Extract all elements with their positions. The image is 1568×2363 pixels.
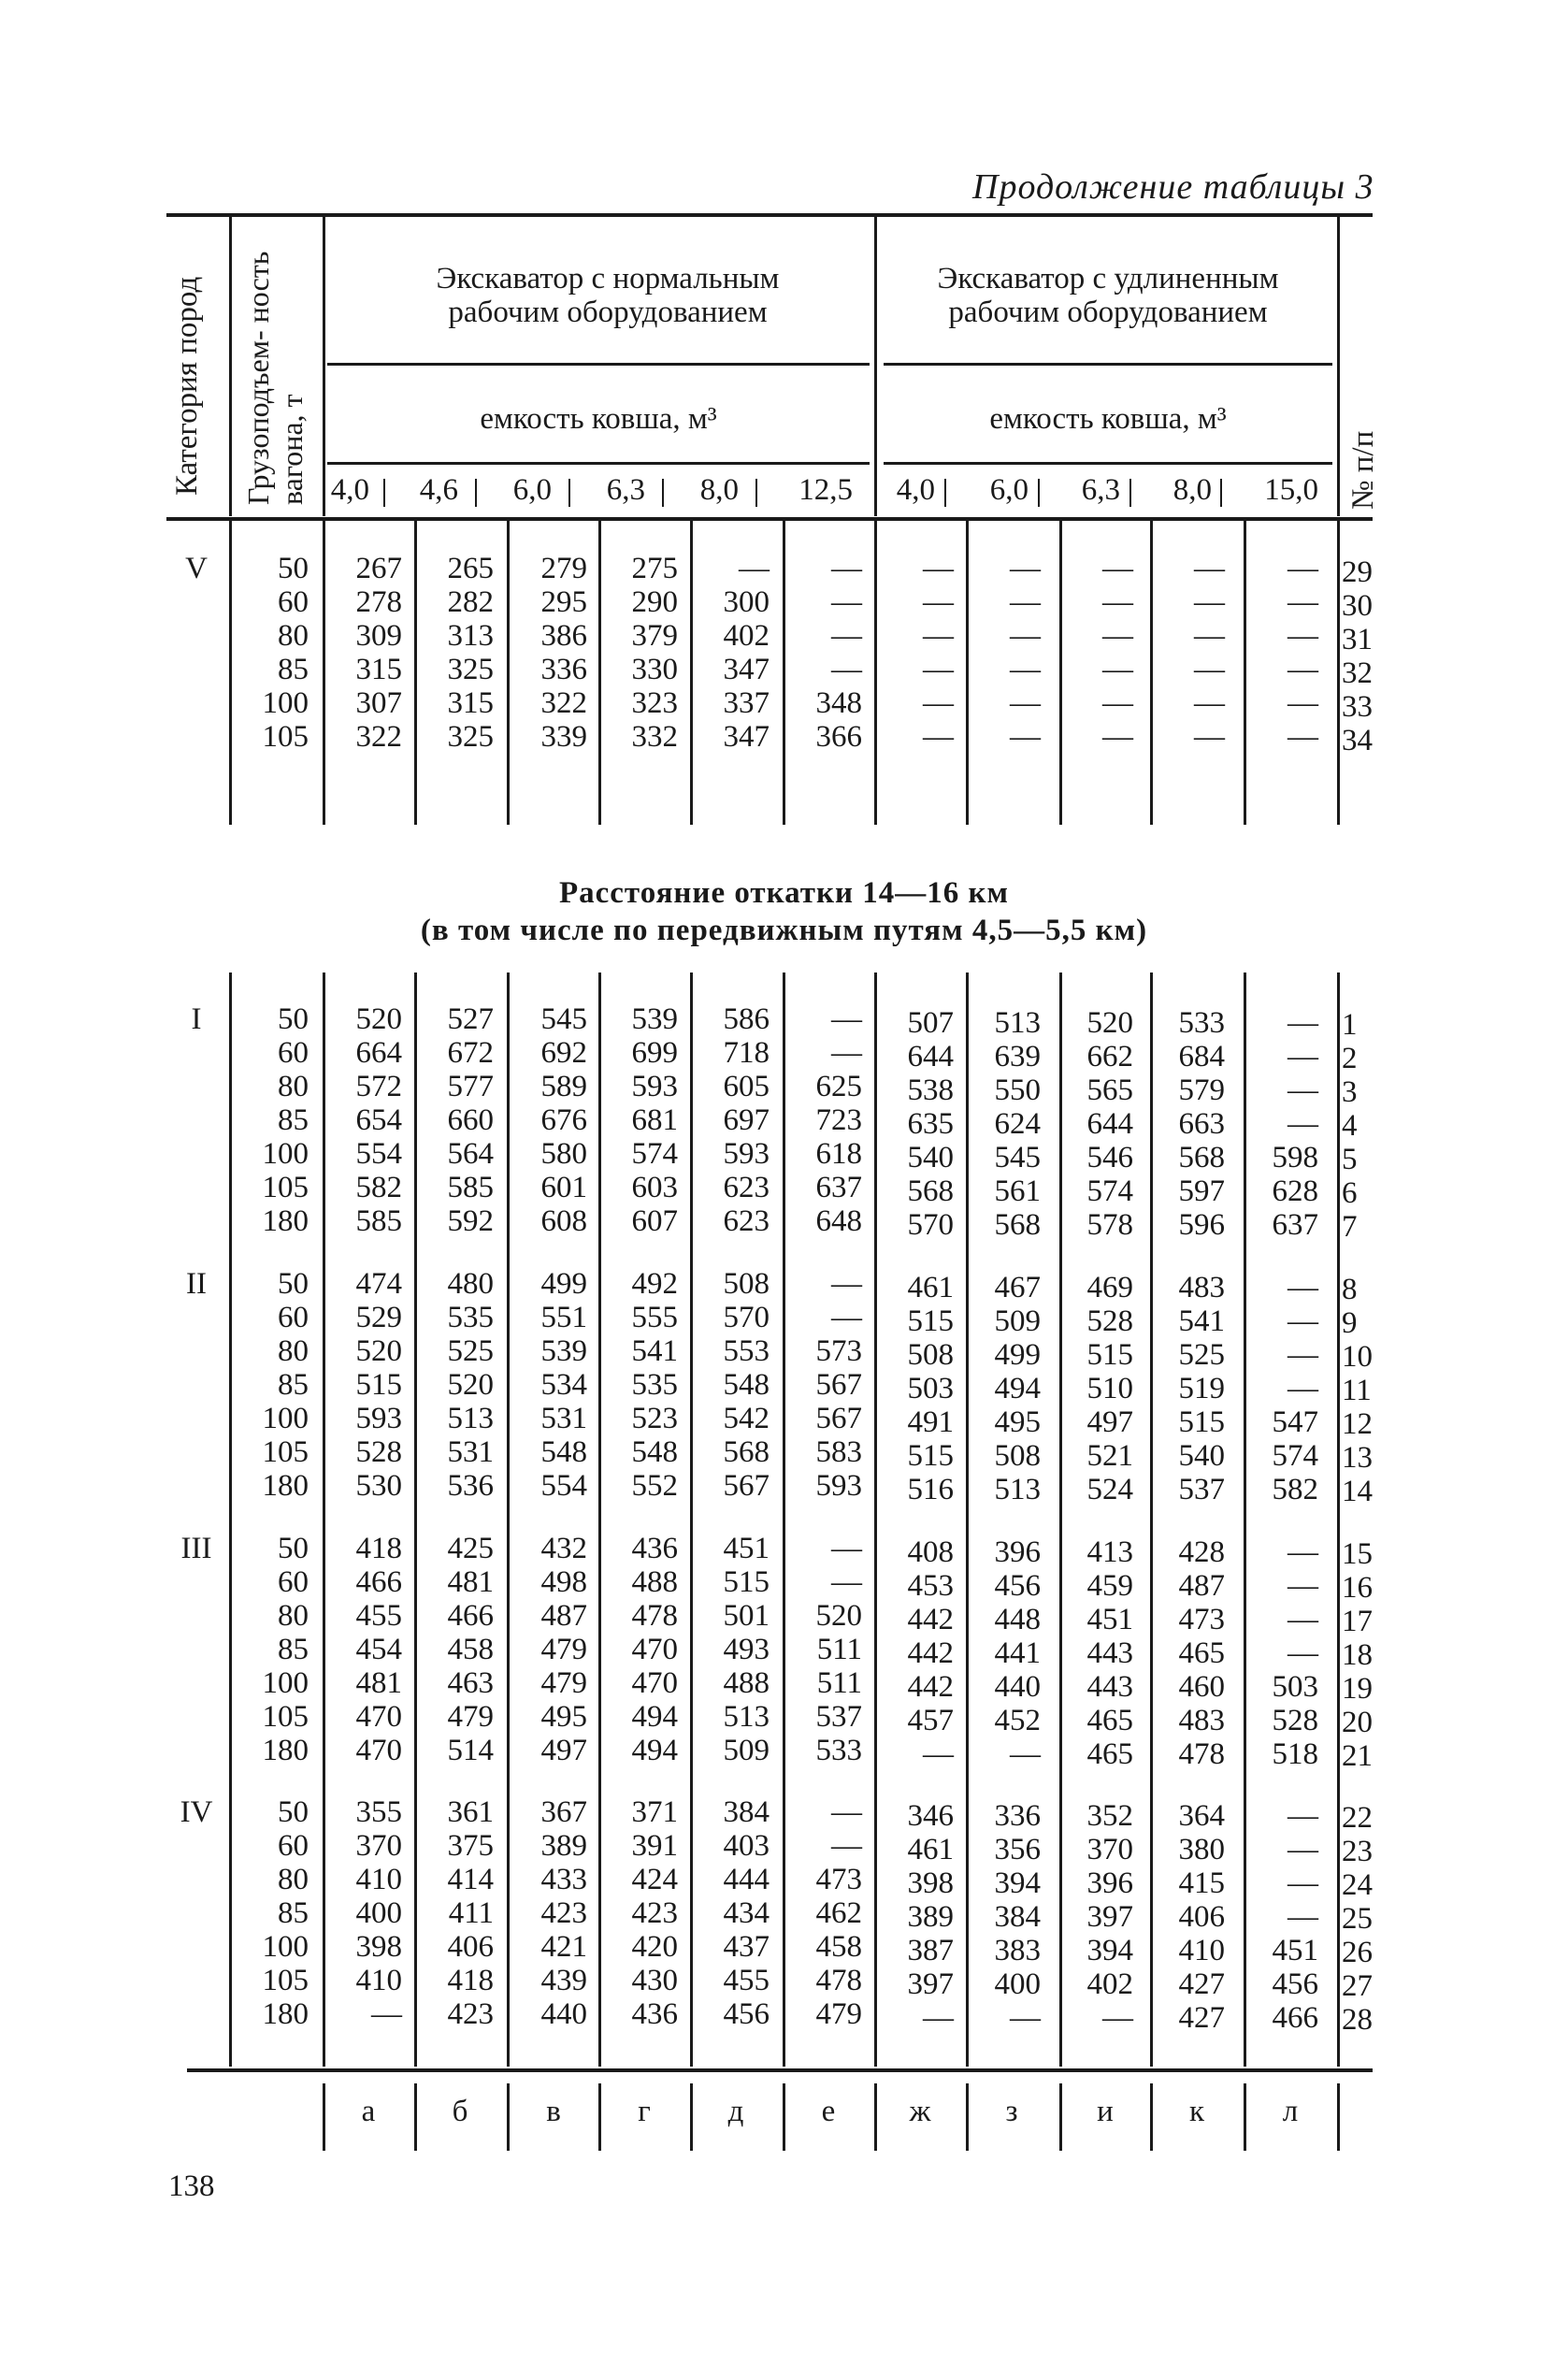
data-column: 367 389 433 423 421 439 440 (540, 1795, 587, 2031)
size-separator (755, 479, 757, 507)
bucket-size-label: 15,0 (1264, 473, 1318, 507)
bucket-size-label: 4,0 (330, 473, 369, 507)
data-column: 461 515 508 503 491 515 516 (907, 1271, 954, 1506)
column-letter: л (1282, 2095, 1299, 2128)
section-title: Расстояние откатки 14—16 км (в том числе по передвижным путям 4,5—5,5 км) (420, 876, 1148, 947)
data-column: — — — — 348 366 (815, 552, 862, 754)
data-column: 418 466 455 454 481 470 470 (355, 1532, 402, 1767)
column-letter: б (452, 2095, 468, 2128)
column-letter: и (1097, 2095, 1114, 2128)
column-divider (783, 2083, 785, 2151)
column-letter: а (361, 2095, 376, 2128)
column-divider (1150, 2083, 1153, 2151)
row-numbers: 1 2 3 4 5 6 7 (1342, 1008, 1358, 1244)
capacity-header-text: Грузоподъем- ность вагона, т (241, 251, 309, 505)
data-column: — — — — — — (923, 552, 954, 754)
capacity-values: 50 60 80 85 100 105 180 (262, 1002, 309, 1238)
bucket-size-label: 6,3 (1081, 473, 1120, 507)
column-letter: е (821, 2095, 836, 2128)
data-column: — — — — 547 574 582 (1272, 1271, 1318, 1506)
data-column: 508 570 553 548 542 568 567 (723, 1267, 770, 1503)
column-divider (507, 2083, 510, 2151)
bucket-size-label: 6,0 (512, 473, 552, 507)
size-separator (1129, 479, 1131, 507)
row-numbers: 8 9 10 11 12 13 14 (1342, 1273, 1373, 1508)
size-separator (475, 479, 477, 507)
row-numbers: 15 16 17 18 19 20 21 (1342, 1537, 1373, 1773)
header-bottom-rule (166, 517, 1373, 521)
size-separator (662, 479, 664, 507)
category-label: III (180, 1532, 212, 1565)
column-divider (874, 2083, 877, 2151)
data-column: — — — — — — (1194, 552, 1225, 754)
header-divider (1337, 217, 1340, 516)
bucket-size-label: 12,5 (798, 473, 853, 507)
data-column: 480 535 525 520 513 531 536 (447, 1267, 494, 1503)
table-caption: Продолжение таблицы 3 (972, 167, 1374, 207)
data-column: 371 391 424 423 420 430 436 (631, 1795, 678, 2031)
category-label: I (191, 1002, 202, 1036)
data-column: 507 644 538 635 540 568 570 (907, 1006, 954, 1242)
data-column: — — — — — — (1102, 552, 1133, 754)
data-column: 469 528 515 510 497 521 524 (1086, 1271, 1133, 1506)
column-divider (690, 2083, 693, 2151)
size-separator (944, 479, 946, 507)
data-column: 586 718 605 697 593 623 623 (723, 1002, 770, 1238)
data-column: — — 473 462 458 478 479 (815, 1795, 862, 2031)
capacity-values: 50 60 80 85 100 105 (262, 552, 309, 754)
data-column: 413 459 451 443 443 465 465 (1086, 1535, 1133, 1771)
data-column: — — 520 511 511 537 533 (815, 1532, 862, 1767)
data-column: — — — — 503 528 518 (1272, 1535, 1318, 1771)
data-column: 467 509 499 494 495 508 513 (994, 1271, 1041, 1506)
data-column: 267 278 309 315 307 322 (355, 552, 402, 754)
header-divider (323, 217, 325, 516)
data-column: 492 555 541 535 523 548 552 (631, 1267, 678, 1503)
bottom-rule (187, 2068, 1373, 2072)
data-column: 384 403 444 434 437 455 456 (723, 1795, 770, 2031)
column-letter: ж (909, 2095, 931, 2128)
column-divider (1244, 2083, 1246, 2151)
bucket-size-label: 4,6 (419, 473, 458, 507)
column-divider (1059, 2083, 1062, 2151)
data-column: — — 625 723 618 637 648 (815, 1002, 862, 1238)
normal-equipment-header: Экскаватор с нормальным рабочим оборудованием (436, 262, 780, 329)
data-column: 474 529 520 515 593 528 530 (355, 1267, 402, 1503)
data-column: 432 498 487 479 479 495 497 (540, 1532, 587, 1767)
column-divider (1337, 2083, 1340, 2151)
data-column: 436 488 478 470 470 494 494 (631, 1532, 678, 1767)
data-column: 279 295 386 336 322 339 (540, 552, 587, 754)
data-column: 352 370 396 397 394 402 — (1086, 1799, 1133, 2035)
data-column: 336 356 394 384 383 400 — (994, 1799, 1041, 2035)
column-divider (598, 2083, 601, 2151)
column-divider (966, 2083, 969, 2151)
size-separator (1038, 479, 1040, 507)
data-column: — — 573 567 567 583 593 (815, 1267, 862, 1503)
data-column: 265 282 313 325 315 325 (447, 552, 494, 754)
category-label: II (186, 1267, 207, 1301)
bucket-size-label: 4,0 (896, 473, 935, 507)
row-numbers: 29 30 31 32 33 34 (1342, 555, 1373, 757)
data-column: 396 456 448 441 440 452 — (994, 1535, 1041, 1771)
data-column: 355 370 410 400 398 410 — (355, 1795, 402, 2031)
header-rule (884, 462, 1332, 465)
column-divider (1337, 973, 1340, 2067)
data-column: 539 699 593 681 574 603 607 (631, 1002, 678, 1238)
column-divider (323, 2083, 325, 2151)
data-column: 520 662 565 644 546 574 578 (1086, 1006, 1133, 1242)
size-separator (1220, 479, 1222, 507)
capacity-values: 50 60 80 85 100 105 180 (262, 1795, 309, 2031)
category-header: Категория пород (170, 276, 204, 496)
data-column: 451 515 501 493 488 513 509 (723, 1532, 770, 1767)
data-column: 361 375 414 411 406 418 423 (447, 1795, 494, 2031)
header-rule (884, 363, 1332, 366)
data-column: 527 672 577 660 564 585 592 (447, 1002, 494, 1238)
size-separator (383, 479, 385, 507)
data-column: 408 453 442 442 442 457 — (907, 1535, 954, 1771)
data-column: 428 487 473 465 460 483 478 (1178, 1535, 1225, 1771)
category-label: V (185, 552, 208, 585)
data-column: 499 551 539 534 531 548 554 (540, 1267, 587, 1503)
data-column: 483 541 525 519 515 540 537 (1178, 1271, 1225, 1506)
header-rule (327, 462, 870, 465)
data-column: 364 380 415 406 410 427 427 (1178, 1799, 1225, 2035)
bucket-size-label: 6,0 (989, 473, 1029, 507)
extended-equipment-header: Экскаватор с удлиненным рабочим оборудованием (937, 262, 1279, 329)
data-column: 513 639 550 624 545 561 568 (994, 1006, 1041, 1242)
data-column: — — — — 451 456 466 (1272, 1799, 1318, 2035)
column-letter: к (1188, 2095, 1205, 2128)
data-column: 275 290 379 330 323 332 (631, 552, 678, 754)
column-letter: г (638, 2095, 651, 2128)
capacity-values: 50 60 80 85 100 105 180 (262, 1267, 309, 1503)
column-letter: в (546, 2095, 561, 2128)
bucket-size-label: 6,3 (606, 473, 645, 507)
bucket-size-label: 8,0 (699, 473, 739, 507)
bucket-capacity-normal: емкость ковша, м³ (480, 402, 717, 436)
column-letter: д (727, 2095, 744, 2128)
data-column: 533 684 579 663 568 597 596 (1178, 1006, 1225, 1242)
header-divider (874, 217, 877, 516)
bucket-capacity-extended: емкость ковша, м³ (989, 402, 1227, 436)
data-column: 520 664 572 654 554 582 585 (355, 1002, 402, 1238)
data-column: — — — — 598 628 637 (1272, 1006, 1318, 1242)
row-no-header: № п/п (1346, 430, 1380, 510)
column-divider (1337, 521, 1340, 825)
data-column: — — — — — — (1287, 552, 1318, 754)
data-column: 545 692 589 676 580 601 608 (540, 1002, 587, 1238)
column-divider (414, 2083, 417, 2151)
capacity-values: 50 60 80 85 100 105 180 (262, 1532, 309, 1767)
row-numbers: 22 23 24 25 26 27 28 (1342, 1801, 1373, 2037)
category-label: IV (180, 1795, 213, 1829)
page-number: 138 (168, 2169, 215, 2203)
data-column: — — — — — — (1010, 552, 1041, 754)
size-separator (568, 479, 570, 507)
header-divider (229, 217, 232, 516)
data-column: — 300 402 347 337 347 (723, 552, 770, 754)
top-rule (166, 213, 1373, 217)
bucket-size-label: 8,0 (1172, 473, 1212, 507)
column-letter: з (1005, 2095, 1018, 2128)
header-rule (327, 363, 870, 366)
data-column: 425 481 466 458 463 479 514 (447, 1532, 494, 1767)
data-column: 346 461 398 389 387 397 — (907, 1799, 954, 2035)
